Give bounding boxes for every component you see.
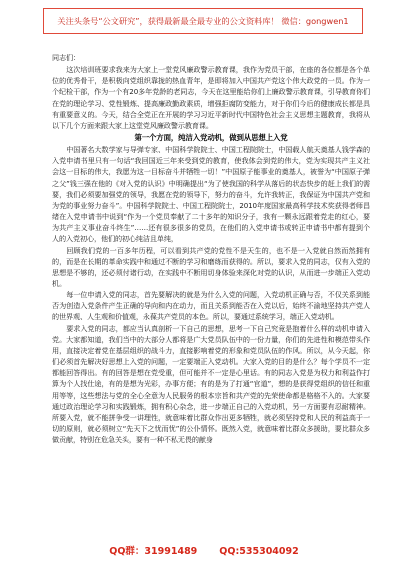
paragraph: 回顾我们党的一百多年历程，可以看到共产党的党性不是天生的，也不是一入党就自然而然拥有的，而是在长期的革命实践中和通过不断的学习和磨练而获得的。所以，要求入党的同志，仅有入党的思想是不够的，还必须付诸行动，在实践中不断用切身体验来深化对党的认识，从而进一步端正入党动机。 (52, 245, 370, 288)
qq-group-number: QQ群：31991489 (109, 546, 198, 557)
qq-number: QQ:535304092 (219, 546, 299, 557)
header-banner: 关注头条号“公文研究”，获得最新最全最专业的公文资料库！ 微信：gongwen1 (43, 8, 363, 34)
footer-contact (0, 543, 408, 557)
paragraph: 中国著名大数学家与导弹专家、中国科学院院士、中国工程院院士，中国载人航天奠基人钱学森的入党申请书里只有一句话“我回国近三年来受到党的教育，使我体会到党的伟大，党为实现共产主义社会这一目标的伟大，我愿为这一目标奋斗并牺牲一切！”中国原子能事业的奠基人，被誉为“中国原子弹之父”钱三强在他的《对入党的认识》中明确提出“为了使我国的科学从落后的状态快步的赶上我们的需要，我们必须要加强党的领导，我愿在党的领导下，努力的奋斗，允许我转正，我保证为中国共产党和为党的事业努力奋斗”。中国科学院院士、中国工程院院士，2010年度国家最高科学技术奖获得者师昌绪在入党申请书中说到“作为一个党员奉献了二十多年的知识分子，我有一颗永远跟着党走的红心，要为共产主义事业奋斗终生”……还有很多很多的党员，在他们的入党申请书或转正申请书中都有提到个人的入党初心，他们的初心纯洁且单纯， (52, 145, 370, 244)
greeting: 同志们： (52, 53, 80, 62)
paragraph: 要求入党的同志，都应当认真剖析一下自己的思想，思考一下自己究竟是抱着什么样的动机申请入党。大家都知道，我们当中的大部分人都将是广大党员队伍中的一份力量，你们的先进性和模范带头作用，直接决定着党在基层组织的战斗力，直接影响着党的形象和党员队伍的作风。所以，从今天起，你们必须首先解决好思想上入党的问题，一定要端正入党动机。大家入党的目的是什么？每个学员不一定都能回答得出。有的回答是想在党受重，但可能并不一定是心里话。有的同志入党是为权力和利益作打算为个人找仕途，有的是想为光彩，办事方便；有的是为了打通“官道”，想的是获得党组织的信任和重用等等，这些想法与党的全心全意为人民服务的根本宗旨和共产党的先荣使命都是格格不入的。大家要通过政治理论学习和实践锻炼，拥有积心杂念，进一步端正自己的入党动机，另一方面要有忍耐精神。所要入党，就不能拼争受一讲理性，就意味着比群众作出更多牺牲，就必须坚持党和人民的利益高于一切的原则，就必须树立“先天下之忧而忧”的公仆情怀。既然入党，就意味着比群众多援助，要比群众多做贡献，特别在危急关头，要有一种不私无畏的献身 (52, 323, 370, 445)
paragraph: 每一位申请入党的同志，首先要解决的就是为什么入党的问题，入党动机正确与否，不仅关系到能否为创造入党条件产生正确的导向和内在动力，而且关系到能否在入党以后，始终不渝地坚持共产党人的世界观、人生观和价值观，永葆共产党员的本色。所以，要通过系统学习，端正入党动机。 (52, 290, 370, 322)
section-heading: 第一个方面，纯洁入党动机，做到从思想上入党 (134, 133, 288, 143)
paragraph: 这次培训班要求我来为大家上一堂党风廉政警示教育课，我作为党员干部，在座的各位都是各个单位的优秀骨干，是积极向党组织靠拢的热血青年，是即将加入中国共产党这个伟大政党的一员。作为一个纪检干部，作为一个有20多年党龄的老同志，今天在这里能给你们上廉政警示教育课，引导教育你们在党的理论学习、党性锻炼、提高廉政勤政素质，增强拒腐防变能力，对于你们今后的健康成长都是具有重要意义的。今天，结合全党正在开展的学习习近平新时代中国特色社会主义思想主题教育，我将从以下几个方面来跟大家上这堂党风廉政警示教育课。 (52, 65, 370, 130)
document-body (52, 52, 370, 524)
